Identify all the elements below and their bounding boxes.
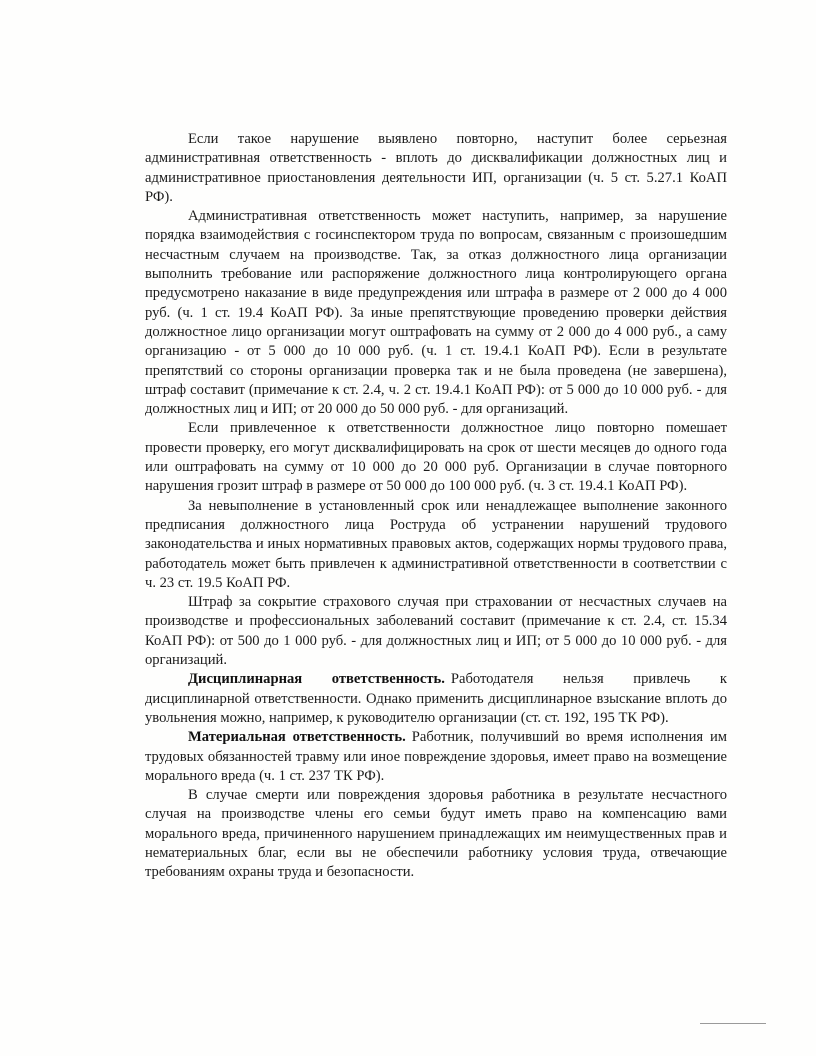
paragraph-text: За невыполнение в установленный срок или ненадлежащее выполнение законного предписания должностного лица Роструда об устранении нарушений трудового законодательства и иных нормативных правовых актов, содержащих нормы трудового права, работодатель может быть привлечен к административной ответственности в соответствии с ч. 23 ст. 19.5 КоАП РФ. bbox=[145, 497, 727, 591]
paragraph-repeat-obstruction bbox=[145, 419, 727, 496]
paragraph-text: Если такое нарушение выявлено повторно, наступит более серьезная административная ответственность - вплоть до дисквалификации должностных лиц и административное приостановления деятельности ИП, организации (ч. 5 ст. 5.27.1 КоАП РФ). bbox=[145, 131, 727, 205]
paragraph-material-liability bbox=[145, 728, 727, 786]
paragraph-administrative-liability bbox=[145, 207, 727, 419]
paragraph-text: Если привлеченное к ответственности должностное лицо повторно помешает провести проверку, его могут дисквалифицировать на срок от шести месяцев до одного года или оштрафовать на сумму от 10 000 до 20 000 руб. Организации в случае повторного нарушения грозит штраф в размере от 50 000 до 100 000 руб. (ч. 3 ст. 19.4.1 КоАП РФ). bbox=[145, 420, 727, 495]
paragraph-text: Административная ответственность может наступить, например, за нарушение порядка взаимодействия с госинспектором труда по вопросам, связанным с произошедшим несчастным случаем на производстве. Так, за отказ должностного лица организации выполнить требование или распоряжение должностного лица контролирующего органа предусмотрено наказание в виде предупреждения или штрафа в размере от 2 000 до 4 000 руб. (ч. 1 ст. 19.4 КоАП РФ). За иные препятствующие проведению проверки действия должностное лицо организации могут оштрафовать на сумму от 2 000 до 4 000 руб., а саму организацию - от 5 000 до 10 000 руб. (ч. 1 ст. 19.4.1 КоАП РФ). Если в результате препятствий со стороны организации проверка так и не была проведена (не завершена), штраф составит (примечание к ст. 2.4, ч. 2 ст. 19.4.1 КоАП РФ): от 5 000 до 10 000 руб. - для должностных лиц и ИП; от 20 000 до 50 000 руб. - для организаций. bbox=[145, 208, 727, 418]
paragraph-family-compensation bbox=[145, 786, 727, 882]
paragraph-text: В случае смерти или повреждения здоровья работника в результате несчастного случая на производстве члены его семьи будут иметь право на компенсацию вами морального вреда, причиненного нарушением принадлежащих им неимущественных прав и нематериальных благ, если вы не обеспечили работнику условия труда, отвечающие требованиям охраны труда и безопасности. bbox=[145, 787, 727, 881]
paragraph-text: Работник, получивший во время исполнения им трудовых обязанностей травму или иное повреждение здоровья, имеет право на возмещение морального вреда (ч. 1 ст. 237 ТК РФ). bbox=[145, 729, 728, 784]
paragraph-disciplinary-liability bbox=[145, 670, 727, 728]
paragraph-concealment-fine bbox=[145, 593, 727, 670]
paragraph-text: Штраф за сокрытие страхового случая при страховании от несчастных случаев на производстве и профессиональных заболеваний составит (примечание к ст. 2.4, ст. 15.34 КоАП РФ): от 500 до 1 000 руб. - для должностных лиц и ИП; от 5 000 до 10 000 руб. - для организаций. bbox=[145, 594, 727, 669]
paragraph-rostrud-order bbox=[145, 497, 727, 593]
scan-artifact-line bbox=[700, 1023, 766, 1024]
paragraph-heading: Материальная ответственность. bbox=[188, 729, 406, 746]
paragraph-heading: Дисциплинарная ответственность. bbox=[188, 671, 445, 688]
paragraph-repeat-violation bbox=[145, 130, 727, 207]
document-body bbox=[145, 130, 727, 883]
paragraph-text: Работодателя нельзя привлечь к дисциплинарной ответственности. Однако применить дисциплинарное взыскание вплоть до увольнения можно, например, к руководителю организации (ст. ст. 192, 195 ТК РФ). bbox=[145, 671, 727, 726]
